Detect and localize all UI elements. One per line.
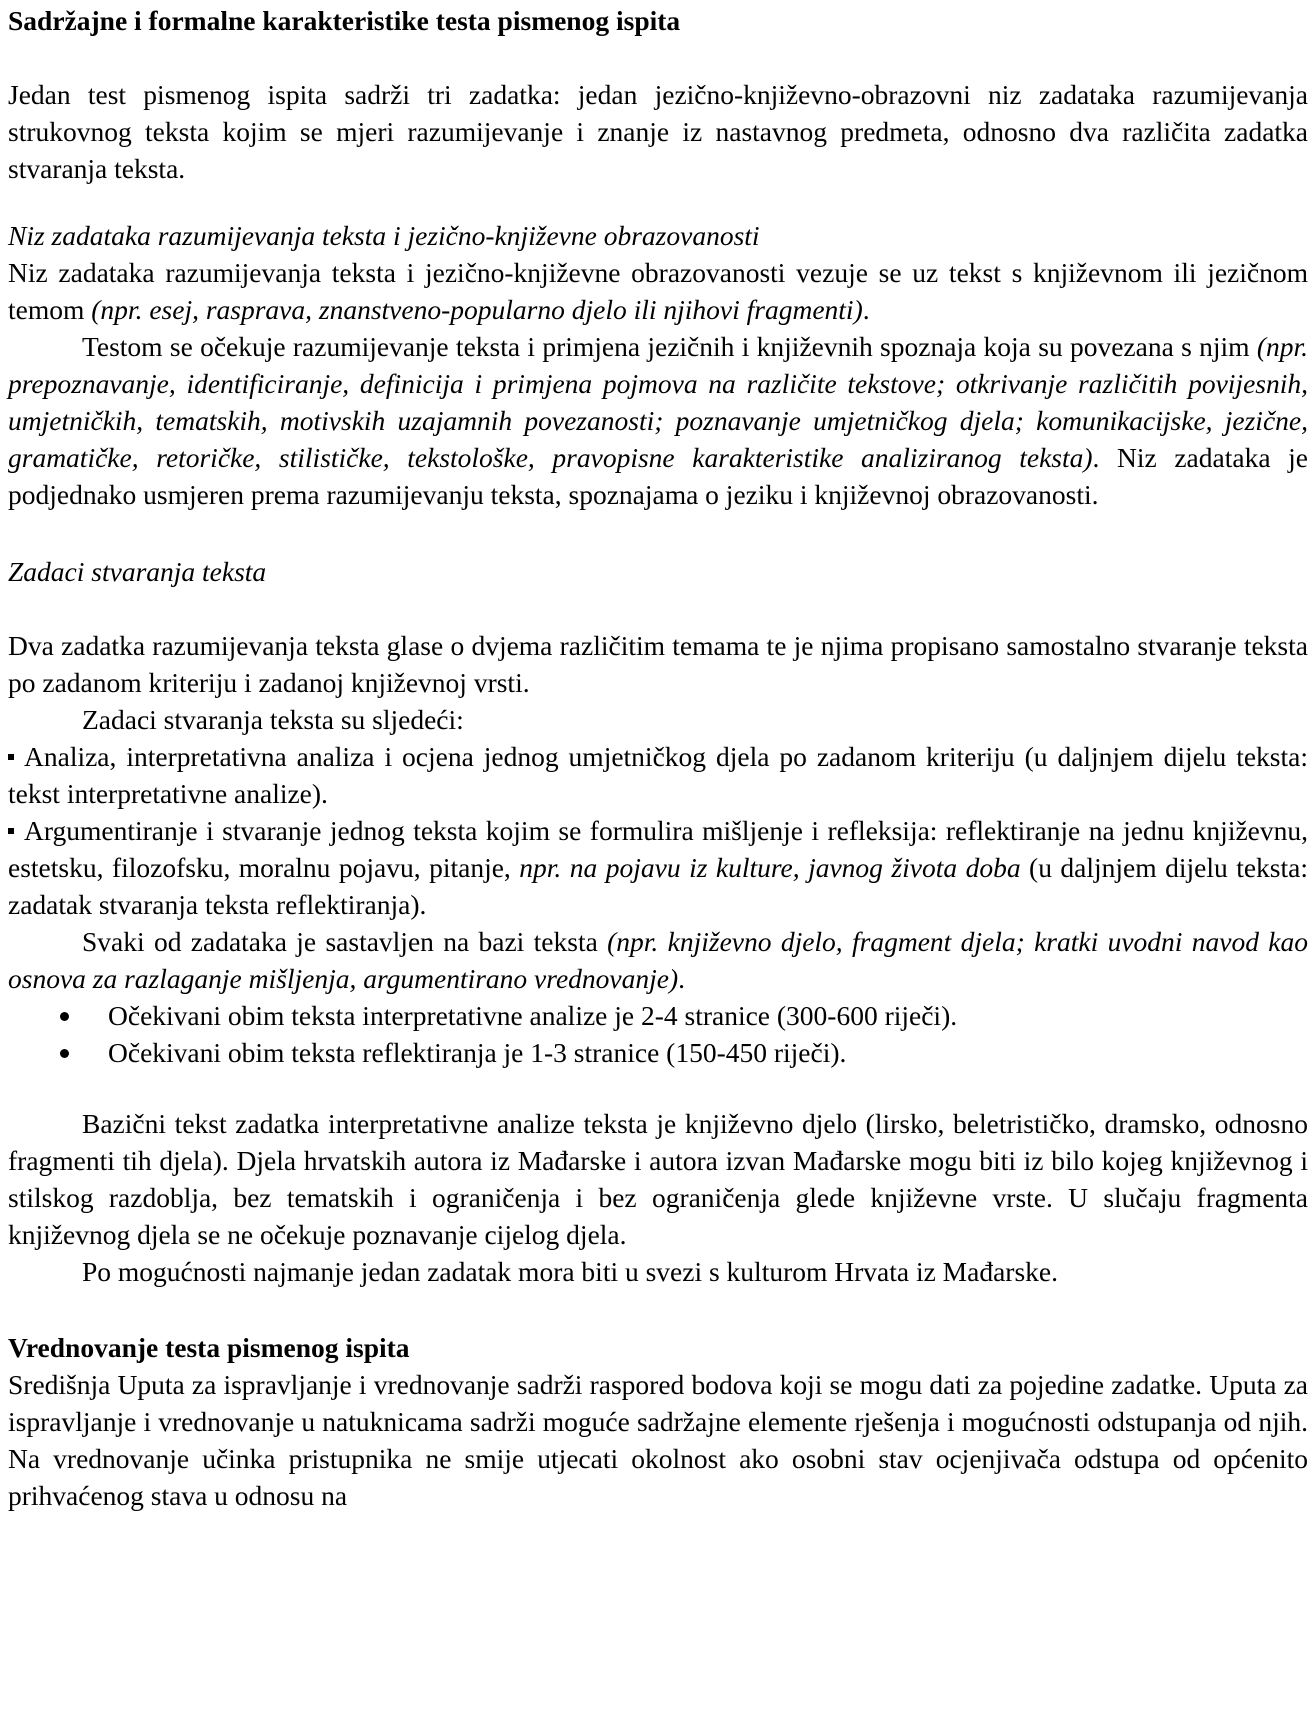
paragraph-intro: Jedan test pismenog ispita sadrži tri zadatka: jedan jezično-književno-obrazovni niz zadataka razumijevanja strukovnog teksta kojim se mjeri razumijevanje i znanje iz nastavnog predmeta, odnosno dva različita zadatka stvaranja teksta.	[8, 79, 1308, 184]
text-run: (u daljnjem dijelu teksta: zadatak stvaranja teksta reflektiranja).	[8, 852, 1308, 920]
bullet-list-scope	[8, 997, 1308, 1071]
subheading-text-creation: Zadaci stvaranja teksta	[8, 556, 267, 587]
square-bullet-icon	[8, 754, 14, 760]
text-run: . Niz zadataka je podjednako usmjeren prema razumijevanju teksta, spoznajama o jeziku i književnoj obrazovanosti.	[8, 442, 1308, 510]
subheading-comprehension: Niz zadataka razumijevanja teksta i jezično-književne obrazovanosti	[8, 220, 760, 251]
bullet-text: Očekivani obim teksta interpretativne analize je 2-4 stranice (300-600 riječi).	[108, 1000, 958, 1031]
paragraph-base-text: Bazični tekst zadatka interpretativne analize teksta je književno djelo (lirsko, beletrističko, dramsko, odnosno fragmenti tih djela). Djela hrvatskih autora iz Mađarske i autora izvan Mađarske mogu biti iz bilo kojeg književnog i stilskog razdoblja, bez tematskih i ograničenja i bez ograničenja glede književne vrste. U slučaju fragmenta književnog djela se ne očekuje poznavanje cijelog djela.	[8, 1108, 1308, 1250]
paragraph-tasks-intro: Zadaci stvaranja teksta su sljedeći:	[82, 704, 464, 735]
text-run: Analiza, interpretativna analiza i ocjena jednog umjetničkog djela po zadanom kriteriju (u daljnjem dijelu teksta: tekst interpretativne analize).	[8, 741, 1308, 809]
text-run: .	[862, 294, 870, 325]
square-bullet-icon	[8, 828, 14, 834]
paragraph-comprehension-text	[8, 254, 1308, 328]
paragraph-task-basis	[8, 923, 1308, 997]
list-item-argumentation	[8, 812, 1308, 923]
text-run-italic: (npr. književno djelo, fragment djela; kratki uvodni navod kao osnova za razlaganje mišljenja, argumentirano vrednovanje)	[8, 926, 1308, 994]
paragraph-test-expectation	[8, 328, 1308, 513]
text-run: Testom se očekuje razumijevanje teksta i primjena jezičnih i književnih spoznaja koja su povezana s njim	[82, 331, 1257, 362]
document-body	[8, 0, 1308, 1514]
paragraph-two-tasks: Dva zadatka razumijevanja teksta glase o dvjema različitim temama te je njima propisano samostalno stvaranje teksta po zadanom kriteriju i zadanoj književnoj vrsti.	[8, 630, 1308, 698]
bullet-text: Očekivani obim teksta reflektiranja je 1-3 stranice (150-450 riječi).	[108, 1037, 847, 1068]
text-run-italic: (npr. esej, rasprava, znanstveno-popularno djelo ili njihovi fragmenti)	[91, 294, 863, 325]
text-run: Argumentiranje i stvaranje jednog teksta kojim se formulira mišljenje i refleksija: reflektiranje na jednu književnu, estetsku, filozofsku, moralnu pojavu, pitanje,	[8, 815, 1308, 883]
text-run: .	[678, 963, 685, 994]
list-item-analysis	[8, 738, 1308, 812]
text-run-italic: npr. na pojavu iz kulture, javnog života doba	[519, 852, 1021, 883]
bullet-dot-icon	[60, 1049, 69, 1058]
text-run-italic: (npr. prepoznavanje, identificiranje, definicija i primjena pojmova na različite tekstove; otkrivanje različitih povijesnih, umjetničkih, tematskih, motivskih uzajamnih povezanosti; poznavanje umjetničkog djela; komunikacijske, jezične, gramatičke, retoričke, stilističke, tekstološke, pravopisne karakteristike analiziranog teksta)	[8, 331, 1308, 473]
section-heading-content: Sadržajne i formalne karakteristike testa pismenog ispita	[8, 5, 681, 36]
paragraph-culture-requirement: Po mogućnosti najmanje jedan zadatak mora biti u svezi s kulturom Hrvata iz Mađarske.	[82, 1256, 1058, 1287]
paragraph-evaluation: Središnja Uputa za ispravljanje i vrednovanje sadrži raspored bodova koji se mogu dati za pojedine zadatke. Uputa za ispravljanje i vrednovanje u natuknicama sadrži moguće sadržajne elemente rješenja i mogućnosti odstupanja od njih. Na vrednovanje učinka pristupnika ne smije utjecati okolnost ako osobni stav ocjenjivača odstupa od općenito prihvaćenog stava u odnosu na	[8, 1369, 1308, 1511]
section-heading-evaluation: Vrednovanje testa pismenog ispita	[8, 1332, 410, 1363]
bullet-dot-icon	[60, 1012, 69, 1021]
list-item	[8, 1034, 1308, 1071]
list-item	[8, 997, 1308, 1034]
text-run: Svaki od zadataka je sastavljen na bazi teksta	[82, 926, 608, 957]
text-run: Niz zadataka razumijevanja teksta i jezično-književne obrazovanosti vezuje se uz tekst s književnom ili jezičnom temom	[8, 257, 1308, 325]
